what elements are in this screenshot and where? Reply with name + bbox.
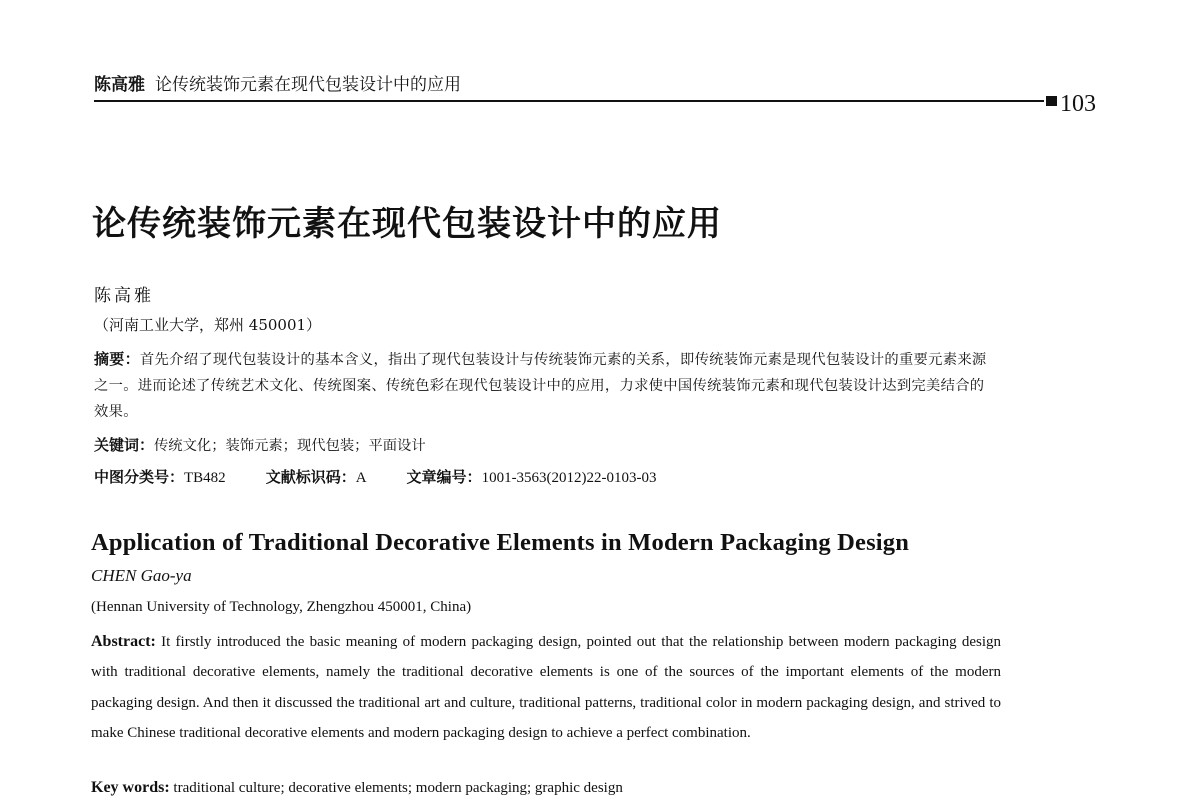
abstract-text-cn: 首先介绍了现代包装设计的基本含义，指出了现代包装设计与传统装饰元素的关系，即传统装饰元素是现代包装设计的重要元素来源之一。进而论述了传统艺术文化、传统图案、传统色彩在现代包装设计中的应用，力求使中国传统装饰元素和现代包装设计达到完美结合的效果。 xyxy=(94,352,987,420)
article-no-label: 文章编号： xyxy=(406,468,482,486)
keywords-label-en: Key words: xyxy=(91,779,170,796)
header-square-marker xyxy=(1046,96,1057,106)
affiliation-en: (Hennan University of Technology, Zhengzhou 450001, China) xyxy=(91,599,472,615)
article-no-value: 1001-3563(2012)22-0103-03 xyxy=(481,470,657,486)
abstract-label-cn: 摘要： xyxy=(94,350,140,368)
affiliation-cn: （河南工业大学，郑州 450001） xyxy=(94,316,322,334)
abstract-cn xyxy=(94,346,998,425)
keywords-en xyxy=(91,779,623,797)
running-header-title: 论传统装饰元素在现代包装设计中的应用 xyxy=(155,75,461,95)
clc-value: TB482 xyxy=(184,470,226,486)
clc-label: 中图分类号： xyxy=(94,468,185,486)
page-number: 103 xyxy=(1060,91,1096,117)
doc-code-label: 文献标识码： xyxy=(265,468,356,486)
keywords-text-en: traditional culture; decorative elements; modern packaging; graphic design xyxy=(173,780,623,796)
running-header xyxy=(94,70,461,95)
author-en: CHEN Gao-ya xyxy=(91,566,192,585)
doc-code-value: A xyxy=(355,470,367,486)
keywords-cn xyxy=(94,434,426,455)
keywords-text-cn: 传统文化；装饰元素；现代包装；平面设计 xyxy=(154,438,426,454)
abstract-label-en: Abstract: xyxy=(91,633,156,650)
classification-line xyxy=(94,466,657,487)
header-rule xyxy=(94,100,1044,102)
abstract-text-en: It firstly introduced the basic meaning of modern packaging design, pointed out that the relationship between modern packaging design with traditional decorative elements, namely the traditional decorative elements is one of the sources of the important elements of the modern packaging design. And then it discussed the traditional art and culture, traditional patterns, traditional color in modern packaging design, and strived to make Chinese traditional decorative elements and modern packaging design to achieve a perfect combination. xyxy=(91,634,1001,741)
running-header-author: 陈高雅 xyxy=(94,75,145,95)
abstract-en xyxy=(91,627,1001,748)
keywords-label-cn: 关键词： xyxy=(94,436,155,454)
article-title-cn: 论传统装饰元素在现代包装设计中的应用 xyxy=(92,204,722,244)
author-cn: 陈高雅 xyxy=(94,286,154,306)
article-title-en: Application of Traditional Decorative Elements in Modern Packaging Design xyxy=(91,529,910,556)
